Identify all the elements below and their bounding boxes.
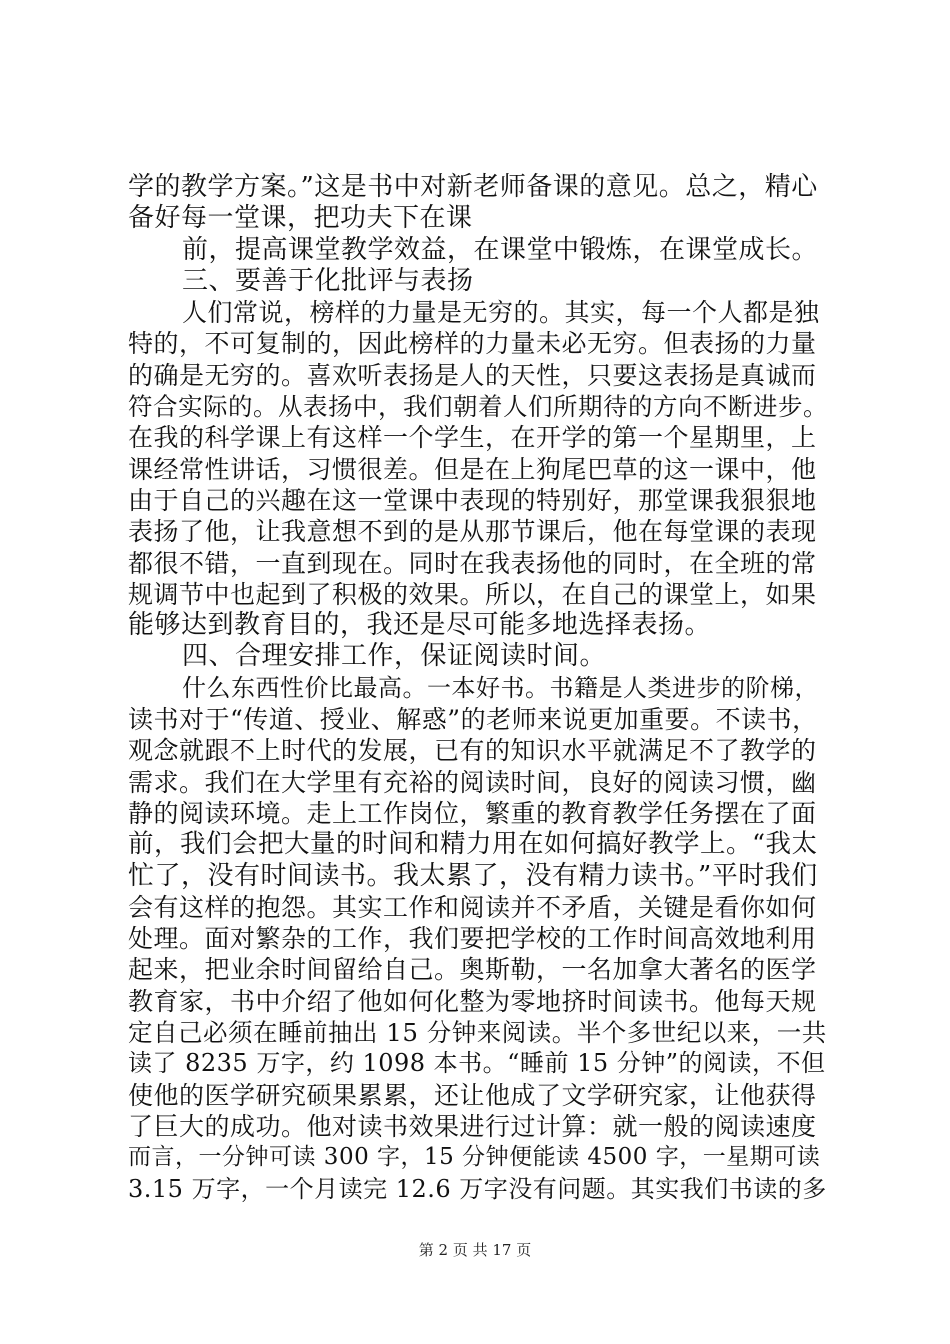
text-line: 前，我们会把大量的时间和精力用在如何搞好教学上。“我太 xyxy=(128,829,818,860)
text-line: 规调节中也起到了积极的效果。所以，在自己的课堂上，如果 xyxy=(128,579,817,609)
text-line: 符合实际的。从表扬中，我们朝着人们所期待的方向不断进步。 xyxy=(128,392,828,422)
text-line: 三、要善于化批评与表扬 xyxy=(182,265,474,296)
text-line: 四、合理安排工作，保证阅读时间。 xyxy=(182,641,607,672)
text-line: 什么东西性价比最高。一本好书。书籍是人类进步的阶梯， xyxy=(182,673,819,702)
text-line: 处理。面对繁杂的工作，我们要把学校的工作时间高效地利用 xyxy=(128,924,817,954)
text-line: 起来，把业余时间留给自己。奥斯勒，一名加拿大著名的医学 xyxy=(128,955,817,985)
text-line: 能够达到教育目的，我还是尽可能多地选择表扬。 xyxy=(128,610,712,641)
text-line: 读书对于“传道、授业、解惑”的老师来说更加重要。不读书， xyxy=(128,705,818,735)
text-line: 了巨大的成功。他对读书效果进行过计算：就一般的阅读速度 xyxy=(128,1111,817,1141)
text-line: 在我的科学课上有这样一个学生，在开学的第一个星期里，上 xyxy=(128,423,817,453)
text-line: 特的，不可复制的，因此榜样的力量未必无穷。但表扬的力量 xyxy=(128,329,817,359)
body-text xyxy=(128,172,828,1205)
text-line: 忙了，没有时间读书。我太累了，没有精力读书。”平时我们 xyxy=(128,860,818,891)
text-line: 会有这样的抱怨。其实工作和阅读并不矛盾，关键是看你如何 xyxy=(128,892,817,922)
text-line: 表扬了他，让我意想不到的是从那节课后，他在每堂课的表现 xyxy=(128,517,817,547)
text-line: 课经常性讲话，习惯很差。但是在上狗尾巴草的这一课中，他 xyxy=(128,454,817,484)
text-line: 学的教学方案。”这是书中对新老师备课的意见。总之，精心 xyxy=(128,172,818,202)
text-line: 由于自己的兴趣在这一堂课中表现的特别好，那堂课我狠狠地 xyxy=(128,485,817,515)
text-line: 读了 8235 万字，约 1098 本书。“睡前 15 分钟”的阅读，不但 xyxy=(128,1049,826,1078)
page-footer: 第 2 页 共 17 页 xyxy=(418,1241,532,1259)
text-line: 需求。我们在大学里有充裕的阅读时间，良好的阅读习惯，幽 xyxy=(128,767,817,797)
text-line: 定自己必须在睡前抽出 15 分钟来阅读。半个多世纪以来，一共 xyxy=(128,1018,827,1048)
text-line: 教育家，书中介绍了他如何化整为零地挤时间读书。他每天规 xyxy=(128,986,817,1016)
text-line: 都很不错，一直到现在。同时在我表扬他的同时，在全班的常 xyxy=(128,548,817,578)
text-line: 的确是无穷的。喜欢听表扬是人的天性，只要这表扬是真诚而 xyxy=(128,360,817,390)
text-line: 前，提高课堂教学效益，在课堂中锻炼，在课堂成长。 xyxy=(182,234,819,265)
text-line: 观念就跟不上时代的发展，已有的知识水平就满足不了教学的 xyxy=(128,736,817,766)
text-line: 备好每一堂课，把功夫下在课 xyxy=(128,203,473,234)
text-line: 使他的医学研究硕果累累，还让他成了文学研究家，让他获得 xyxy=(128,1080,817,1110)
text-line: 静的阅读环境。走上工作岗位，繁重的教育教学任务摆在了面 xyxy=(128,798,817,828)
text-line: 而言，一分钟可读 300 字，15 分钟便能读 4500 字，一星期可读 xyxy=(128,1144,821,1171)
text-line: 3.15 万字，一个月读完 12.6 万字没有问题。其实我们书读的多 xyxy=(128,1174,827,1203)
text-line: 人们常说，榜样的力量是无穷的。其实，每一个人都是独 xyxy=(182,298,820,328)
